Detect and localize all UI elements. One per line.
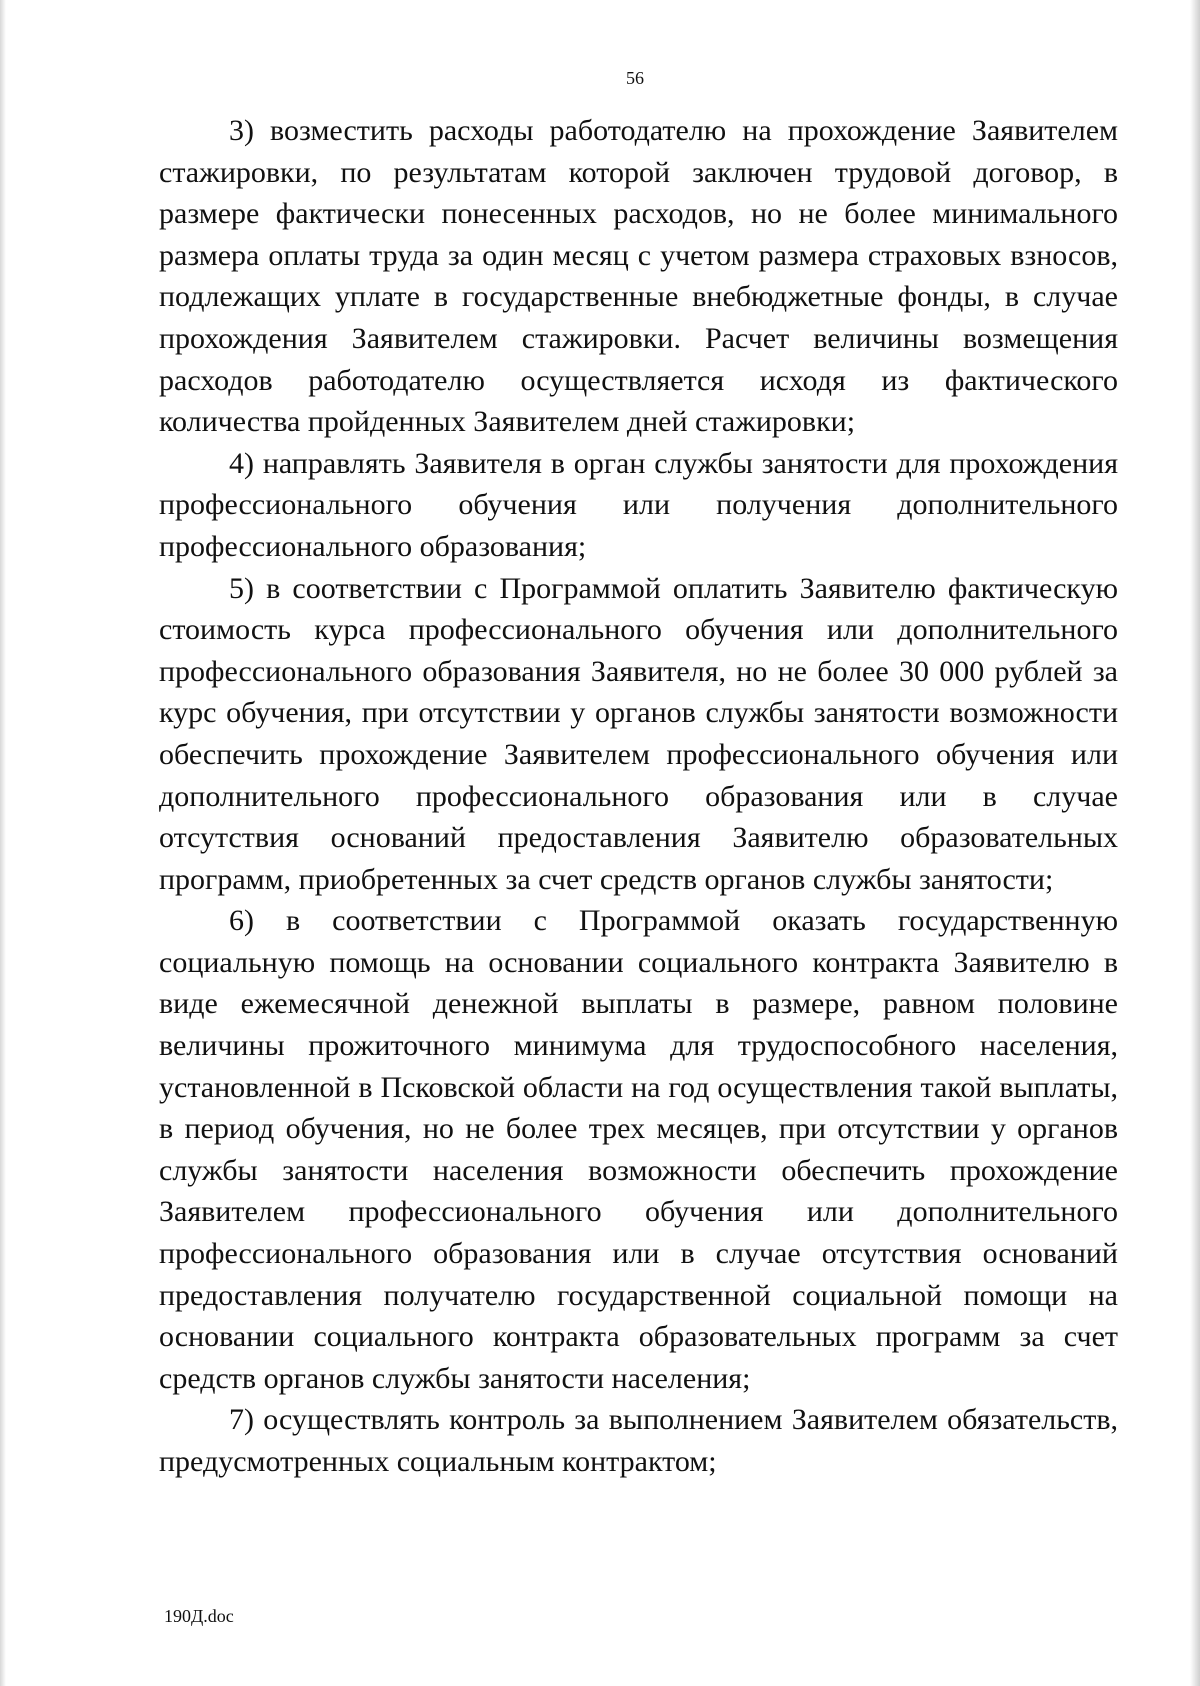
footer-filename: 190Д.doc <box>164 1606 234 1626</box>
page-number: 56 <box>626 68 644 88</box>
scan-edge-right <box>1190 0 1200 1686</box>
paragraph-item-6: 6) в соответствии с Программой оказать государственную социальную помощь на основании социального контракта Заявителю в виде ежемесячной денежной выплаты в размере, равном половине величины прожиточного минимума для трудоспособного населения, установленной в Псковской области на год осуществления такой выплаты, в период обучения, но не более трех месяцев, при отсутствии у органов службы занятости населения возможности обеспечить прохождение Заявителем профессионального обучения или дополнительного профессионального образования или в случае отсутствия оснований предоставления получателю государственной социальной помощи на основании социального контракта образовательных программ за счет средств органов службы занятости населения; <box>159 904 1118 1395</box>
paragraph-item-7: 7) осуществлять контроль за выполнением Заявителем обязательств, предусмотренных социальным контрактом; <box>159 1403 1118 1478</box>
paragraph-item-4: 4) направлять Заявителя в орган службы занятости для прохождения профессионального обучения или получения дополнительного профессионального образования; <box>159 446 1118 563</box>
paragraph-item-3: 3) возместить расходы работодателю на прохождение Заявителем стажировки, по результатам которой заключен трудовой договор, в размере фактически понесенных расходов, но не более минимального размера оплаты труда за один месяц с учетом размера страховых взносов, подлежащих уплате в государственные внебюджетные фонды, в случае прохождения Заявителем стажировки. Расчет величины возмещения расходов работодателю осуществляется исходя из фактического количества пройденных Заявителем дней стажировки; <box>159 114 1118 439</box>
paragraph-item-5: 5) в соответствии с Программой оплатить Заявителю фактическую стоимость курса профессионального обучения или дополнительного профессионального образования Заявителя, но не более 30 000 рублей за курс обучения, при отсутствии у органов службы занятости возможности обеспечить прохождение Заявителем профессионального обучения или дополнительного профессионального образования или в случае отсутствия оснований предоставления Заявителю образовательных программ, приобретенных за счет средств органов службы занятости; <box>159 571 1118 896</box>
document-body <box>159 110 1118 1483</box>
scan-edge-left <box>0 0 6 1686</box>
